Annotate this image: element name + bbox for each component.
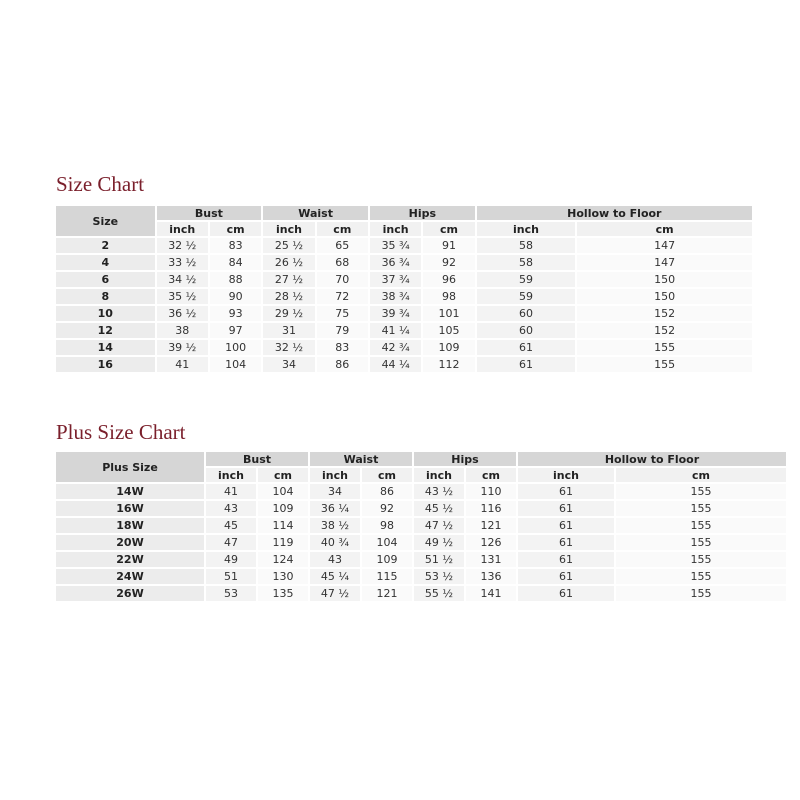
size-label-cell: 16 <box>56 357 155 372</box>
measurement-cell: 58 <box>477 238 576 253</box>
measurement-cell: 41 <box>157 357 208 372</box>
measurement-cell: 79 <box>317 323 368 338</box>
measurement-cell: 51 ½ <box>414 552 464 567</box>
measurement-cell: 112 <box>423 357 474 372</box>
size-label-cell: 2 <box>56 238 155 253</box>
measurement-cell: 86 <box>362 484 412 499</box>
measurement-cell: 53 ½ <box>414 569 464 584</box>
measurement-cell: 59 <box>477 272 576 287</box>
measurement-cell: 61 <box>477 340 576 355</box>
measurement-cell: 130 <box>258 569 308 584</box>
measurement-group-header: Waist <box>310 452 412 466</box>
measurement-cell: 141 <box>466 586 516 601</box>
measurement-cell: 109 <box>362 552 412 567</box>
measurement-cell: 83 <box>210 238 261 253</box>
measurement-cell: 135 <box>258 586 308 601</box>
measurement-cell: 109 <box>258 501 308 516</box>
size-label-cell: 24W <box>56 569 204 584</box>
size-chart-title: Size Chart <box>56 172 145 196</box>
measurement-cell: 100 <box>210 340 261 355</box>
unit-header: inch <box>414 468 464 482</box>
measurement-group-header: Hips <box>414 452 516 466</box>
table-row <box>56 569 786 584</box>
unit-header: cm <box>317 222 368 236</box>
unit-header: cm <box>210 222 261 236</box>
measurement-cell: 61 <box>518 569 614 584</box>
table-row <box>56 535 786 550</box>
unit-header: inch <box>370 222 421 236</box>
measurement-cell: 47 ½ <box>414 518 464 533</box>
measurement-cell: 36 ¼ <box>310 501 360 516</box>
measurement-cell: 105 <box>423 323 474 338</box>
size-label-cell: 16W <box>56 501 204 516</box>
group-header-row <box>56 206 752 220</box>
unit-header: inch <box>310 468 360 482</box>
measurement-cell: 42 ¾ <box>370 340 421 355</box>
size-label-cell: 4 <box>56 255 155 270</box>
measurement-cell: 43 <box>310 552 360 567</box>
measurement-cell: 86 <box>317 357 368 372</box>
measurement-cell: 109 <box>423 340 474 355</box>
measurement-cell: 152 <box>577 323 752 338</box>
measurement-cell: 44 ¼ <box>370 357 421 372</box>
measurement-cell: 61 <box>518 552 614 567</box>
measurement-cell: 75 <box>317 306 368 321</box>
measurement-cell: 28 ½ <box>263 289 314 304</box>
measurement-cell: 45 <box>206 518 256 533</box>
size-label-cell: 26W <box>56 586 204 601</box>
measurement-cell: 35 ½ <box>157 289 208 304</box>
size-label-cell: 10 <box>56 306 155 321</box>
unit-header: inch <box>157 222 208 236</box>
table-row <box>56 484 786 499</box>
measurement-cell: 90 <box>210 289 261 304</box>
measurement-cell: 110 <box>466 484 516 499</box>
measurement-cell: 126 <box>466 535 516 550</box>
measurement-cell: 55 ½ <box>414 586 464 601</box>
measurement-group-header: Hollow to Floor <box>477 206 752 220</box>
measurement-cell: 155 <box>616 535 786 550</box>
measurement-cell: 155 <box>616 518 786 533</box>
measurement-cell: 34 ½ <box>157 272 208 287</box>
measurement-cell: 104 <box>210 357 261 372</box>
measurement-cell: 40 ¾ <box>310 535 360 550</box>
measurement-cell: 41 <box>206 484 256 499</box>
measurement-cell: 96 <box>423 272 474 287</box>
table-row <box>56 238 752 253</box>
measurement-cell: 152 <box>577 306 752 321</box>
measurement-cell: 155 <box>577 340 752 355</box>
table-row <box>56 586 786 601</box>
measurement-cell: 31 <box>263 323 314 338</box>
measurement-cell: 60 <box>477 306 576 321</box>
measurement-cell: 58 <box>477 255 576 270</box>
measurement-cell: 49 <box>206 552 256 567</box>
measurement-cell: 83 <box>317 340 368 355</box>
measurement-cell: 37 ¾ <box>370 272 421 287</box>
measurement-cell: 26 ½ <box>263 255 314 270</box>
table-row <box>56 518 786 533</box>
size-label-cell: 22W <box>56 552 204 567</box>
measurement-group-header: Waist <box>263 206 368 220</box>
measurement-cell: 33 ½ <box>157 255 208 270</box>
measurement-cell: 34 <box>310 484 360 499</box>
measurement-cell: 41 ¼ <box>370 323 421 338</box>
table-row <box>56 272 752 287</box>
measurement-cell: 93 <box>210 306 261 321</box>
size-label-cell: 6 <box>56 272 155 287</box>
size-label-cell: 8 <box>56 289 155 304</box>
measurement-cell: 36 ¾ <box>370 255 421 270</box>
measurement-cell: 45 ½ <box>414 501 464 516</box>
size-label-cell: 18W <box>56 518 204 533</box>
measurement-cell: 59 <box>477 289 576 304</box>
measurement-cell: 136 <box>466 569 516 584</box>
measurement-cell: 121 <box>362 586 412 601</box>
unit-header: cm <box>362 468 412 482</box>
measurement-cell: 47 <box>206 535 256 550</box>
measurement-cell: 104 <box>258 484 308 499</box>
measurement-cell: 101 <box>423 306 474 321</box>
measurement-cell: 98 <box>423 289 474 304</box>
measurement-group-header: Bust <box>206 452 308 466</box>
size-label-cell: 20W <box>56 535 204 550</box>
size-label-cell: 14 <box>56 340 155 355</box>
table-row <box>56 323 752 338</box>
measurement-cell: 45 ¼ <box>310 569 360 584</box>
measurement-cell: 47 ½ <box>310 586 360 601</box>
measurement-cell: 43 <box>206 501 256 516</box>
measurement-cell: 104 <box>362 535 412 550</box>
unit-header: cm <box>616 468 786 482</box>
measurement-cell: 70 <box>317 272 368 287</box>
measurement-cell: 155 <box>616 552 786 567</box>
measurement-cell: 39 ½ <box>157 340 208 355</box>
measurement-group-header: Bust <box>157 206 262 220</box>
measurement-cell: 155 <box>616 484 786 499</box>
measurement-cell: 61 <box>518 586 614 601</box>
unit-header: inch <box>518 468 614 482</box>
unit-header: inch <box>263 222 314 236</box>
measurement-cell: 38 ¾ <box>370 289 421 304</box>
measurement-cell: 155 <box>616 501 786 516</box>
measurement-cell: 27 ½ <box>263 272 314 287</box>
table-row <box>56 255 752 270</box>
measurement-cell: 98 <box>362 518 412 533</box>
size-chart-table <box>54 204 754 374</box>
measurement-cell: 35 ¾ <box>370 238 421 253</box>
measurement-cell: 147 <box>577 238 752 253</box>
measurement-cell: 39 ¾ <box>370 306 421 321</box>
table-row <box>56 552 786 567</box>
measurement-cell: 61 <box>477 357 576 372</box>
plus-size-chart-title: Plus Size Chart <box>56 420 186 444</box>
measurement-cell: 32 ½ <box>157 238 208 253</box>
measurement-cell: 88 <box>210 272 261 287</box>
table-row <box>56 289 752 304</box>
size-label-cell: 14W <box>56 484 204 499</box>
measurement-cell: 84 <box>210 255 261 270</box>
size-label-cell: 12 <box>56 323 155 338</box>
measurement-cell: 121 <box>466 518 516 533</box>
measurement-cell: 61 <box>518 501 614 516</box>
measurement-cell: 115 <box>362 569 412 584</box>
measurement-cell: 43 ½ <box>414 484 464 499</box>
table-row <box>56 357 752 372</box>
unit-header-row <box>56 222 752 236</box>
measurement-cell: 92 <box>362 501 412 516</box>
measurement-cell: 25 ½ <box>263 238 314 253</box>
measurement-cell: 29 ½ <box>263 306 314 321</box>
measurement-cell: 91 <box>423 238 474 253</box>
measurement-cell: 61 <box>518 535 614 550</box>
measurement-cell: 155 <box>577 357 752 372</box>
measurement-cell: 53 <box>206 586 256 601</box>
plus-size-chart-table <box>54 450 788 603</box>
unit-header: cm <box>423 222 474 236</box>
measurement-cell: 51 <box>206 569 256 584</box>
measurement-cell: 155 <box>616 586 786 601</box>
measurement-cell: 155 <box>616 569 786 584</box>
measurement-cell: 114 <box>258 518 308 533</box>
measurement-group-header: Hips <box>370 206 475 220</box>
measurement-cell: 72 <box>317 289 368 304</box>
measurement-group-header: Hollow to Floor <box>518 452 786 466</box>
measurement-cell: 97 <box>210 323 261 338</box>
unit-header: cm <box>577 222 752 236</box>
measurement-cell: 36 ½ <box>157 306 208 321</box>
measurement-cell: 116 <box>466 501 516 516</box>
measurement-cell: 32 ½ <box>263 340 314 355</box>
measurement-cell: 61 <box>518 518 614 533</box>
measurement-cell: 147 <box>577 255 752 270</box>
group-header-row <box>56 452 786 466</box>
unit-header: inch <box>206 468 256 482</box>
table-row <box>56 340 752 355</box>
unit-header: cm <box>466 468 516 482</box>
size-column-header: Size <box>56 206 155 236</box>
measurement-cell: 150 <box>577 272 752 287</box>
table-row <box>56 306 752 321</box>
unit-header: inch <box>477 222 576 236</box>
measurement-cell: 38 ½ <box>310 518 360 533</box>
unit-header: cm <box>258 468 308 482</box>
measurement-cell: 124 <box>258 552 308 567</box>
measurement-cell: 34 <box>263 357 314 372</box>
measurement-cell: 119 <box>258 535 308 550</box>
measurement-cell: 61 <box>518 484 614 499</box>
measurement-cell: 92 <box>423 255 474 270</box>
measurement-cell: 60 <box>477 323 576 338</box>
measurement-cell: 49 ½ <box>414 535 464 550</box>
measurement-cell: 131 <box>466 552 516 567</box>
measurement-cell: 150 <box>577 289 752 304</box>
measurement-cell: 38 <box>157 323 208 338</box>
measurement-cell: 65 <box>317 238 368 253</box>
size-column-header: Plus Size <box>56 452 204 482</box>
table-row <box>56 501 786 516</box>
measurement-cell: 68 <box>317 255 368 270</box>
